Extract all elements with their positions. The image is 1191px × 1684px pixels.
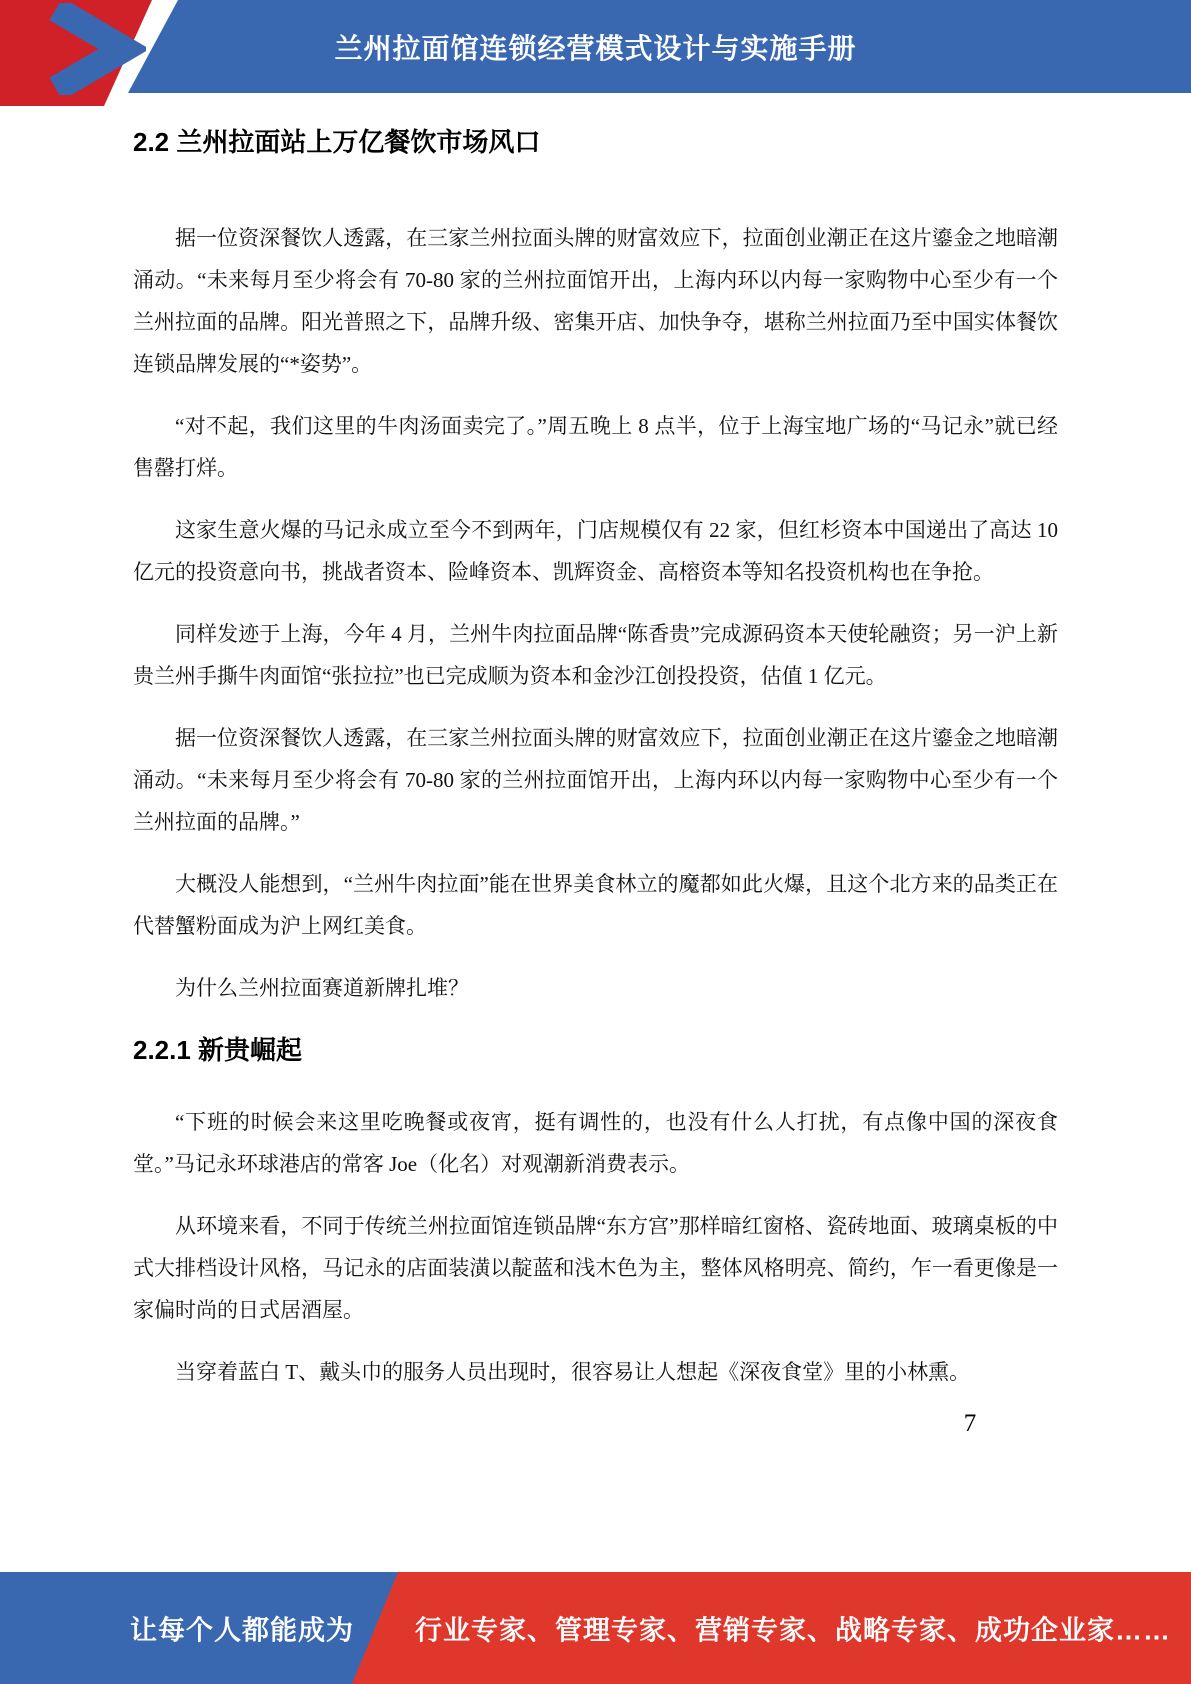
page-header bbox=[0, 0, 1191, 93]
page-number: 7 bbox=[963, 1410, 977, 1437]
document-body bbox=[133, 93, 1058, 1413]
document-title: 兰州拉面馆连锁经营模式设计与实施手册 bbox=[334, 32, 857, 64]
footer-slogan-right: 行业专家、管理专家、营销专家、战略专家、成功企业家…… bbox=[415, 1615, 1171, 1646]
paragraph: 这家生意火爆的马记永成立至今不到两年，门店规模仅有 22 家，但红杉资本中国递出了高达 10 亿元的投资意向书，挑战者资本、险峰资本、凯辉资金、高榕资本等知名投资机构也在争抢。 bbox=[133, 518, 1058, 584]
page-footer bbox=[0, 1572, 1191, 1684]
paragraph: 为什么兰州拉面赛道新牌扎堆？ bbox=[175, 976, 469, 1000]
section-heading: 2.2 兰州拉面站上万亿餐饮市场风口 bbox=[133, 127, 541, 157]
subsection-heading: 2.2.1 新贵崛起 bbox=[133, 1035, 303, 1065]
paragraph: “下班的时候会来这里吃晚餐或夜宵，挺有调性的，也没有什么人打扰，有点像中国的深夜食堂。”马记永环球港店的常客 Joe（化名）对观潮新消费表示。 bbox=[133, 1110, 1058, 1176]
paragraph: 当穿着蓝白 T、戴头巾的服务人员出现时，很容易让人想起《深夜食堂》里的小林熏。 bbox=[175, 1360, 971, 1384]
paragraph: 大概没人能想到，“兰州牛肉拉面”能在世界美食林立的魔都如此火爆，且这个北方来的品类正在代替蟹粉面成为沪上网红美食。 bbox=[133, 872, 1058, 938]
paragraph: 从环境来看，不同于传统兰州拉面馆连锁品牌“东方宫”那样暗红窗格、瓷砖地面、玻璃桌板的中式大排档设计风格，马记永的店面装潢以靛蓝和浅木色为主，整体风格明亮、简约，乍一看更像是一家偏时尚的日式居酒屋。 bbox=[133, 1214, 1058, 1322]
paragraph: 据一位资深餐饮人透露，在三家兰州拉面头牌的财富效应下，拉面创业潮正在这片鎏金之地暗潮涌动。“未来每月至少将会有 70-80 家的兰州拉面馆开出，上海内环以内每一家购物中心至少有一个兰州拉面的品牌。” bbox=[133, 726, 1058, 834]
footer-slogan-left: 让每个人都能成为 bbox=[130, 1615, 354, 1646]
paragraph: “对不起，我们这里的牛肉汤面卖完了。”周五晚上 8 点半，位于上海宝地广场的“马记永”就已经售罄打烊。 bbox=[133, 414, 1058, 480]
paragraph: 同样发迹于上海，今年 4 月，兰州牛肉拉面品牌“陈香贵”完成源码资本天使轮融资；另一沪上新贵兰州手撕牛肉面馆“张拉拉”也已完成顺为资本和金沙江创投投资，估值 1 亿元。 bbox=[133, 622, 1058, 688]
chevron-right-icon bbox=[46, 3, 146, 95]
paragraph: 据一位资深餐饮人透露，在三家兰州拉面头牌的财富效应下，拉面创业潮正在这片鎏金之地暗潮涌动。“未来每月至少将会有 70-80 家的兰州拉面馆开出，上海内环以内每一家购物中心至少有一个兰州拉面的品牌。阳光普照之下，品牌升级、密集开店、加快争夺，堪称兰州拉面乃至中国实体餐饮连锁品牌发展的“*姿势”。 bbox=[133, 226, 1058, 376]
